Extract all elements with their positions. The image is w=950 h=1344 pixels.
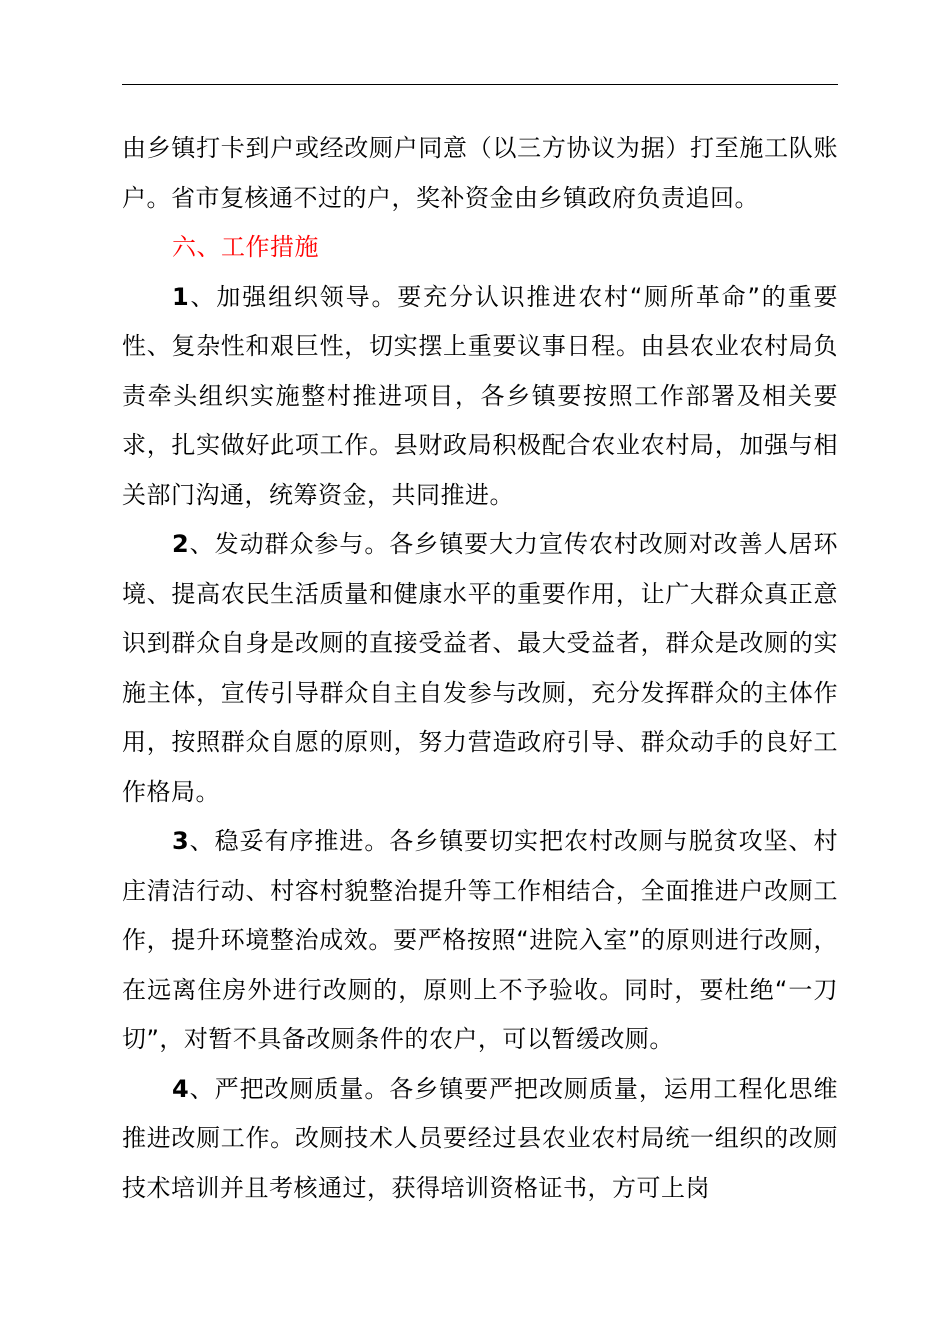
measure-1-text: 、加强组织领导。要充分认识推进农村“厕所革命”的重要性、复杂性和艰巨性，切实摆上重要议事日程。由县农业农村局负责牵头组织实施整村推进项目，各乡镇要按照工作部署及相关要求，扎实做好此项工作。县财政局积极配合农业农村局，加强与相关部门沟通，统筹资金，共同推进。 (122, 282, 838, 509)
measure-1-number: 1 (172, 282, 190, 311)
measure-2-text: 、发动群众参与。各乡镇要大力宣传农村改厕对改善人居环境、提高农民生活质量和健康水平的重要作用，让广大群众真正意识到群众自身是改厕的直接受益者、最大受益者，群众是改厕的实施主体，宣传引导群众自主自发参与改厕，充分发挥群众的主体作用，按照群众自愿的原则，努力营造政府引导、群众动手的良好工作格局。 (122, 530, 838, 806)
measure-4-text: 、严把改厕质量。各乡镇要严把改厕质量，运用工程化思维推进改厕工作。改厕技术人员要经过县农业农村局统一组织的改厕技术培训并且考核通过，获得培训资格证书，方可上岗 (122, 1074, 838, 1202)
measure-4-number: 4 (172, 1074, 190, 1103)
document-body (122, 124, 838, 1213)
header-rule (122, 84, 838, 85)
intro-paragraph: 由乡镇打卡到户或经改厕户同意（以三方协议为据）打至施工队账户。省市复核通不过的户，奖补资金由乡镇政府负责追回。 (122, 134, 838, 212)
measure-2-number: 2 (172, 530, 190, 558)
measure-3-text: 、稳妥有序推进。各乡镇要切实把农村改厕与脱贫攻坚、村庄清洁行动、村容村貌整治提升等工作相结合，全面推进户改厕工作，提升环境整治成效。要严格按照“进院入室”的原则进行改厕，在远离住房外进行改厕的，原则上不予验收。同时，要杜绝“一刀切”，对暂不具备改厕条件的农户，可以暂缓改厕。 (122, 827, 838, 1053)
measure-2-paragraph (122, 520, 838, 817)
measure-4-paragraph (122, 1065, 838, 1214)
measure-3-number: 3 (172, 827, 190, 855)
measure-1-paragraph (122, 273, 838, 521)
section-heading-work-measures: 六、工作措施 (172, 233, 319, 261)
measure-3-paragraph (122, 817, 838, 1065)
